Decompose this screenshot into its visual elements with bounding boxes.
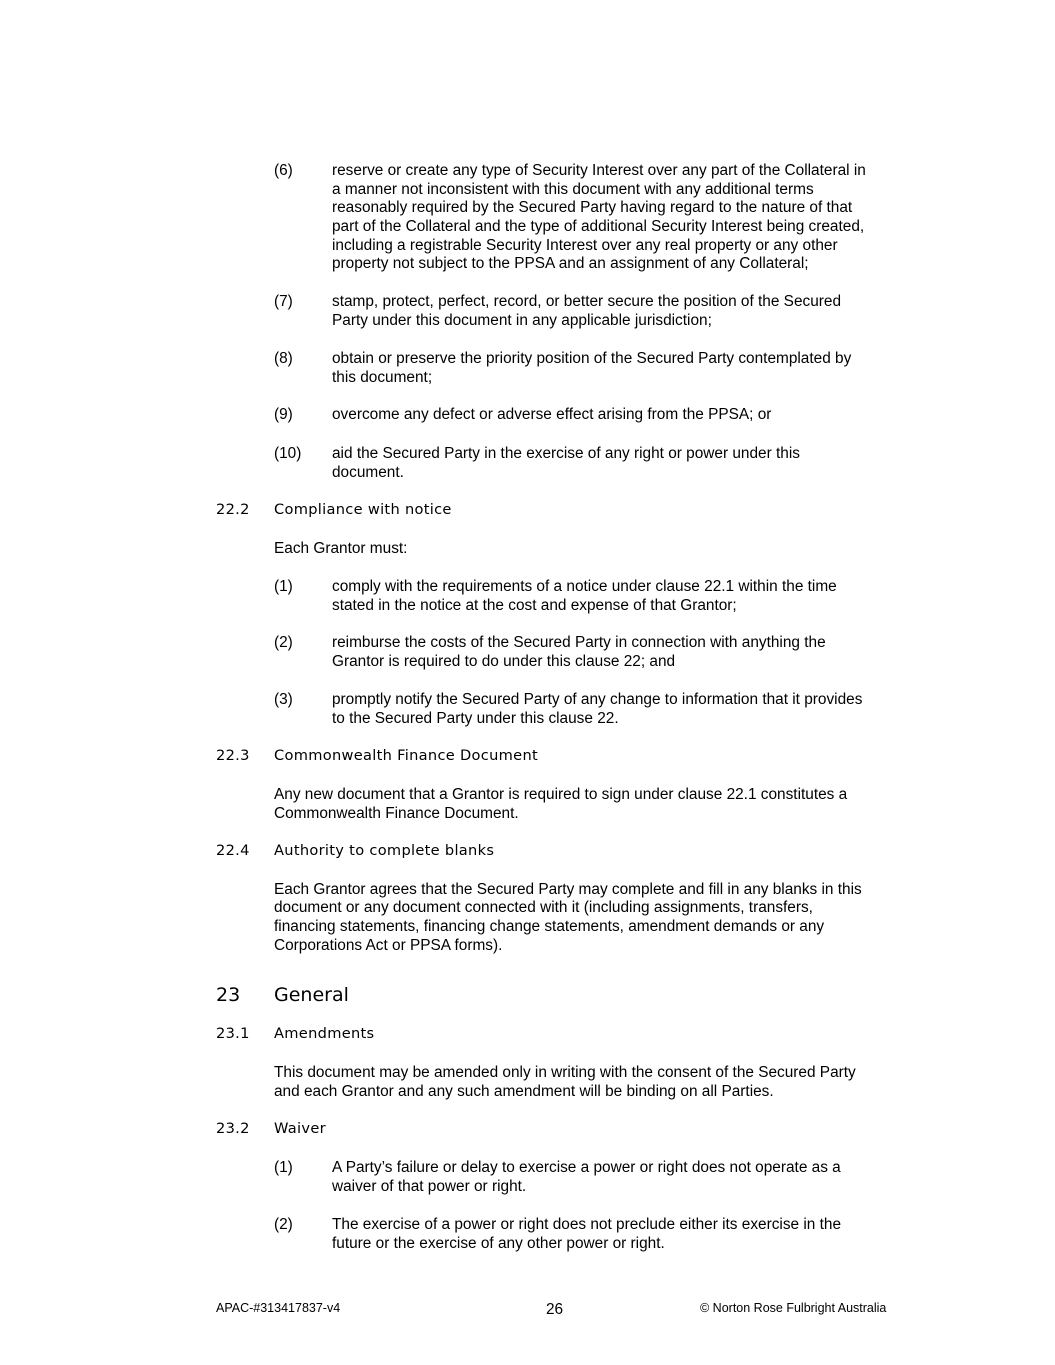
list-item-text: reasonably required by the Secured Party having regard to the nature of that: [332, 199, 853, 216]
list-item-text: part of the Collateral and the type of additional Security Interest being created,: [332, 218, 865, 235]
section-heading: Waiver: [274, 1120, 326, 1137]
list-item-number: (2): [274, 634, 293, 651]
paragraph-line: financing statements, financing change statements, amendment demands or any: [274, 918, 825, 935]
list-item-number: (6): [274, 162, 293, 179]
section-number: 22.2: [216, 501, 250, 518]
list-item-text: future or the exercise of any other power or right.: [332, 1235, 665, 1252]
paragraph-line: Corporations Act or PPSA forms).: [274, 937, 503, 954]
list-item-text: comply with the requirements of a notice under clause 22.1 within the time: [332, 578, 837, 595]
list-item-text: a manner not inconsistent with this document with any additional terms: [332, 181, 814, 198]
list-item-text: this document;: [332, 369, 433, 386]
list-item-text: to the Secured Party under this clause 22.: [332, 710, 619, 727]
section-heading: Compliance with notice: [274, 501, 452, 518]
list-item-text: reserve or create any type of Security Interest over any part of the Collateral in: [332, 162, 866, 179]
list-item-number: (2): [274, 1216, 293, 1233]
list-item-number: (10): [274, 445, 302, 462]
paragraph-line: This document may be amended only in writing with the consent of the Secured Party: [274, 1064, 856, 1081]
list-item-text: reimburse the costs of the Secured Party in connection with anything the: [332, 634, 826, 651]
list-item-text: promptly notify the Secured Party of any change to information that it provides: [332, 691, 863, 708]
section-heading: Commonwealth Finance Document: [274, 747, 539, 764]
list-item-text: stated in the notice at the cost and expense of that Grantor;: [332, 597, 737, 614]
paragraph-line: Commonwealth Finance Document.: [274, 805, 519, 822]
section-heading: Amendments: [274, 1025, 375, 1042]
list-item-text: including a registrable Security Interest over any real property or any other: [332, 237, 838, 254]
section-number: 22.3: [216, 747, 250, 764]
footer-page-number: 26: [546, 1301, 564, 1318]
footer-document-id: APAC-#313417837-v4: [216, 1301, 341, 1315]
list-item-text: property not subject to the PPSA and an assignment of any Collateral;: [332, 255, 809, 272]
list-item-text: waiver of that power or right.: [332, 1178, 527, 1195]
list-item-text: Party under this document in any applicable jurisdiction;: [332, 312, 712, 329]
list-item-number: (7): [274, 293, 293, 310]
paragraph-line: Any new document that a Grantor is required to sign under clause 22.1 constitutes a: [274, 786, 848, 803]
list-item-number: (1): [274, 1159, 293, 1176]
list-item-text: stamp, protect, perfect, record, or better secure the position of the Secured: [332, 293, 842, 310]
list-item-number: (3): [274, 691, 293, 708]
footer-copyright: © Norton Rose Fulbright Australia: [700, 1301, 887, 1315]
list-item-text: aid the Secured Party in the exercise of any right or power under this: [332, 445, 800, 462]
list-item-number: (1): [274, 578, 293, 595]
chapter-heading: General: [274, 984, 349, 1006]
paragraph-line: document or any document connected with it (including assignments, transfers,: [274, 899, 813, 916]
list-item-text: overcome any defect or adverse effect arising from the PPSA; or: [332, 406, 772, 423]
paragraph-line: Each Grantor agrees that the Secured Party may complete and fill in any blanks in this: [274, 881, 862, 898]
section-number: 23.2: [216, 1120, 250, 1137]
section-intro: Each Grantor must:: [274, 540, 408, 557]
section-heading: Authority to complete blanks: [274, 842, 495, 859]
paragraph-line: and each Grantor and any such amendment will be binding on all Parties.: [274, 1083, 774, 1100]
section-number: 23.1: [216, 1025, 250, 1042]
list-item-text: document.: [332, 464, 404, 481]
list-item-text: Grantor is required to do under this clause 22; and: [332, 653, 676, 670]
list-item-text: The exercise of a power or right does not preclude either its exercise in the: [332, 1216, 842, 1233]
list-item-text: A Party’s failure or delay to exercise a power or right does not operate as a: [332, 1159, 841, 1176]
section-number: 22.4: [216, 842, 250, 859]
list-item-number: (9): [274, 406, 293, 423]
list-item-number: (8): [274, 350, 293, 367]
list-item-text: obtain or preserve the priority position of the Secured Party contemplated by: [332, 350, 852, 367]
chapter-number: 23: [216, 984, 241, 1006]
